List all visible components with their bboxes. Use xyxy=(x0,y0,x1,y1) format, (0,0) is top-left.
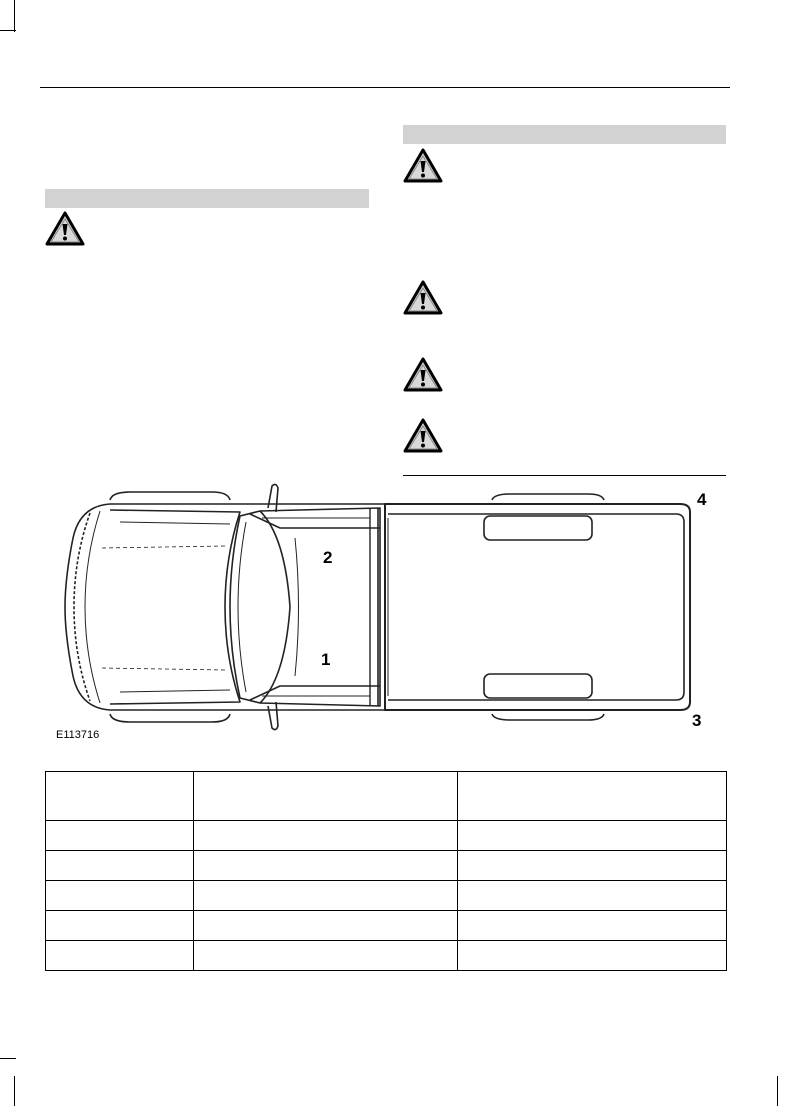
callout-3: 3 xyxy=(692,711,702,730)
crop-mark-top-left-h xyxy=(0,30,16,31)
table-cell xyxy=(194,821,458,851)
table-row xyxy=(46,941,727,971)
header-rule xyxy=(40,87,730,88)
figure-id: E113716 xyxy=(56,729,100,741)
left-section-bar xyxy=(45,189,369,208)
table-cell xyxy=(46,911,194,941)
warning-end-rule xyxy=(403,475,726,476)
table-cell xyxy=(194,911,458,941)
warning-triangle-icon xyxy=(45,211,85,247)
table-cell xyxy=(458,911,727,941)
crop-mark-top-left xyxy=(14,0,15,32)
table-cell xyxy=(194,851,458,881)
callout-4: 4 xyxy=(697,490,707,509)
warning-triangle-icon xyxy=(403,418,443,454)
right-section-bar xyxy=(403,125,726,144)
table-header-cell xyxy=(194,772,458,821)
pickup-truck-top-view-illustration xyxy=(40,478,740,746)
crop-mark-bottom-left xyxy=(14,1076,15,1106)
table-header-row xyxy=(46,772,727,821)
table-cell xyxy=(46,881,194,911)
warning-triangle-icon xyxy=(403,148,443,184)
table-cell xyxy=(458,821,727,851)
table-row xyxy=(46,911,727,941)
warning-triangle-icon xyxy=(403,280,443,316)
callout-1: 1 xyxy=(321,650,331,669)
table-row xyxy=(46,821,727,851)
table-cell xyxy=(194,941,458,971)
table-header-cell xyxy=(46,772,194,821)
table-cell xyxy=(458,851,727,881)
warning-triangle-icon xyxy=(403,357,443,393)
callout-2: 2 xyxy=(323,548,333,567)
table-row xyxy=(46,851,727,881)
table-header-cell xyxy=(458,772,727,821)
table-cell xyxy=(194,881,458,911)
table-cell xyxy=(46,941,194,971)
table-cell xyxy=(458,941,727,971)
crop-mark-bottom-left-h xyxy=(0,1058,16,1059)
table-cell xyxy=(46,851,194,881)
crop-mark-bottom-right xyxy=(777,1076,778,1106)
spec-table xyxy=(45,771,727,971)
table-row xyxy=(46,881,727,911)
table-cell xyxy=(46,821,194,851)
table-cell xyxy=(458,881,727,911)
